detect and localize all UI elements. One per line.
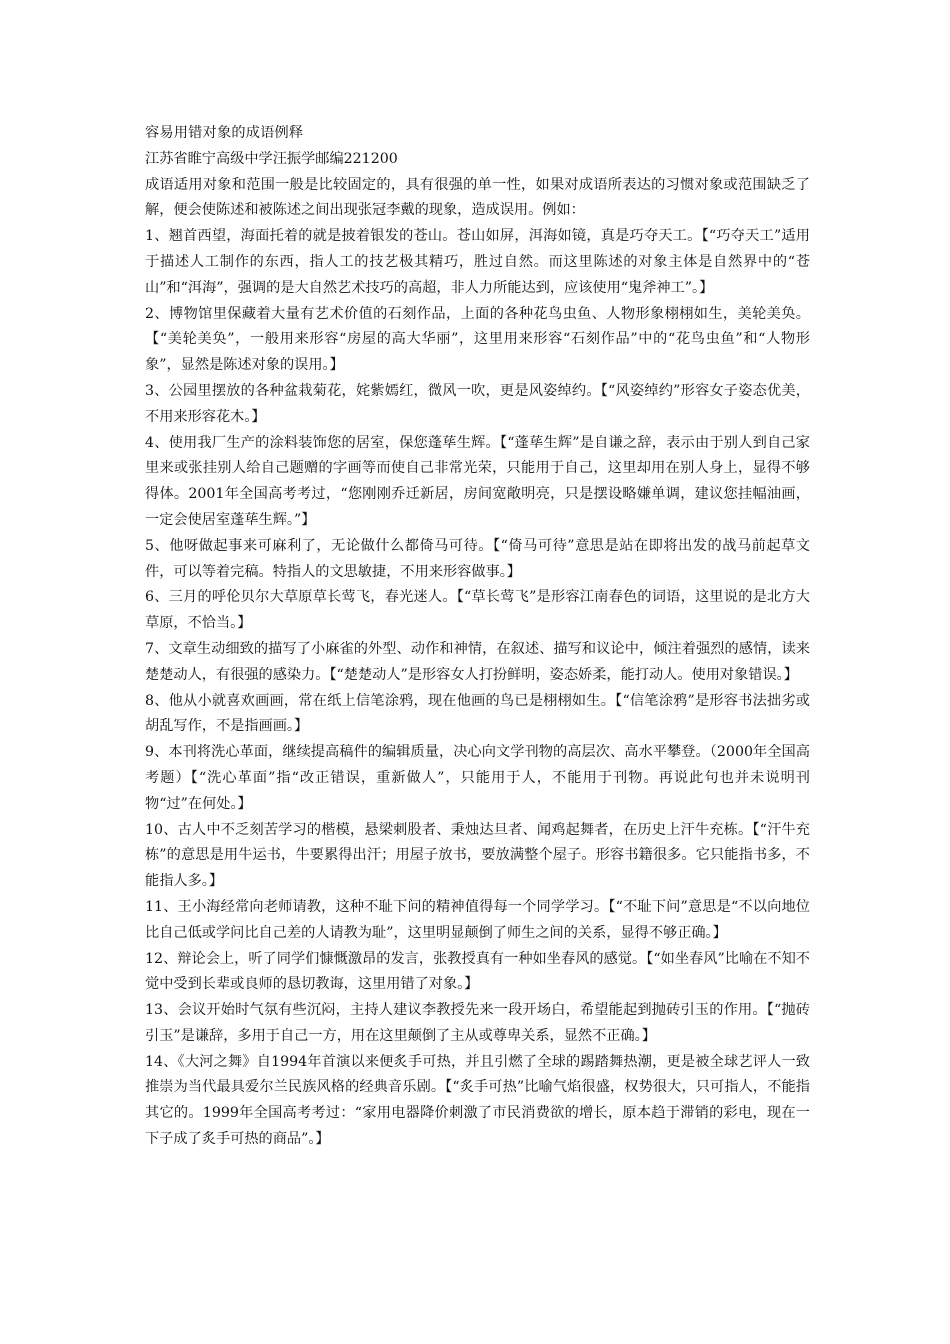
example-item-11: 11、王小海经常向老师请教，这种不耻下问的精神值得每一个同学学习。【“不耻下问”意思是“不以向地位比自己低或学问比自己差的人请教为耻”，这里明显颠倒了师生之间的关系，显得不够正确。】 — [145, 898, 810, 941]
example-item-3: 3、公园里摆放的各种盆栽菊花，姹紫嫣红，微风一吹，更是风姿绰约。【“风姿绰约”形容女子姿态优美，不用来形容花木。】 — [145, 382, 810, 425]
example-item-10: 10、古人中不乏刻苦学习的楷模，悬梁刺股者、秉烛达旦者、闻鸡起舞者，在历史上汗牛充栋。【“汗牛充栋”的意思是用牛运书，牛要累得出汗；用屋子放书，要放满整个屋子。形容书籍很多。它只能指书多，不能指人多。】 — [145, 821, 810, 890]
example-item-14: 14、《大河之舞》自1994年首演以来便炙手可热，并且引燃了全球的踢踏舞热潮，更是被全球艺评人一致推崇为当代最具爱尔兰民族风格的经典音乐剧。【“炙手可热”比喻气焰很盛，权势很大，只可指人，不能指其它的。1999年全国高考考过：“家用电器降价刺激了市民消费欲的增长，原本趋于滞销的彩电，现在一下子成了炙手可热的商品”。】 — [145, 1053, 810, 1148]
example-item-13: 13、会议开始时气氛有些沉闷，主持人建议李教授先来一段开场白，希望能起到抛砖引玉的作用。【“抛砖引玉”是谦辞，多用于自己一方，用在这里颠倒了主从或尊卑关系，显然不正确。】 — [145, 1002, 810, 1044]
author-line: 江苏省睢宁高级中学汪振学邮编221200 — [145, 150, 398, 167]
example-item-2: 2、博物馆里保藏着大量有艺术价值的石刻作品，上面的各种花鸟虫鱼、人物形象栩栩如生，美轮美奂。【“美轮美奂”，一般用来形容“房屋的高大华丽”，这里用来形容“石刻作品”中的“花鸟虫鱼”和“人物形象”，显然是陈述对象的误用。】 — [145, 305, 810, 374]
document-title: 容易用错对象的成语例释 — [145, 125, 304, 141]
example-item-8: 8、他从小就喜欢画画，常在纸上信笔涂鸦，现在他画的鸟已是栩栩如生。【“信笔涂鸦”是形容书法拙劣或胡乱写作，不是指画画。】 — [145, 692, 810, 735]
example-item-1: 1、翘首西望，海面托着的就是披着银发的苍山。苍山如屏，洱海如镜，真是巧夺天工。【“巧夺天工”适用于描述人工制作的东西，指人工的技艺极其精巧，胜过自然。而这里陈述的对象主体是自然界中的“苍山”和“洱海”，强调的是大自然艺术技巧的高超，非人力所能达到，应该使用“鬼斧神工”。】 — [145, 228, 810, 296]
intro-paragraph: 成语适用对象和范围一般是比较固定的，具有很强的单一性，如果对成语所表达的习惯对象或范围缺乏了解，便会使陈述和被陈述之间出现张冠李戴的现象，造成误用。例如： — [145, 176, 810, 219]
example-item-12: 12、辩论会上，听了同学们慷慨激昂的发言，张教授真有一种如坐春风的感觉。【“如坐春风”比喻在不知不觉中受到长辈或良师的恳切教诲，这里用错了对象。】 — [145, 950, 810, 993]
example-item-6: 6、三月的呼伦贝尔大草原草长莺飞，春光迷人。【“草长莺飞”是形容江南春色的词语，这里说的是北方大草原，不恰当。】 — [145, 589, 810, 632]
example-item-5: 5、他呀做起事来可麻利了，无论做什么都倚马可待。【“倚马可待”意思是站在即将出发的战马前起草文件，可以等着完稿。特指人的文思敏捷，不用来形容做事。】 — [145, 537, 810, 580]
example-item-7: 7、文章生动细致的描写了小麻雀的外型、动作和神情，在叙述、描写和议论中，倾注着强烈的感情，读来楚楚动人，有很强的感染力。【“楚楚动人”是形容女人打扮鲜明，姿态娇柔，能打动人。使用对象错误。】 — [145, 640, 810, 683]
example-item-9: 9、本刊将洗心革面，继续提高稿件的编辑质量，决心向文学刊物的高层次、高水平攀登。（2000年全国高考题）【“洗心革面”指“改正错误，重新做人”，只能用于人，不能用于刊物。再说此句也并未说明刊物“过”在何处。】 — [145, 744, 810, 812]
example-item-4: 4、使用我厂生产的涂料装饰您的居室，保您蓬荜生辉。【“蓬荜生辉”是自谦之辞，表示由于别人到自己家里来或张挂别人给自己题赠的字画等而使自己非常光荣，只能用于自己，这里却用在别人身上，显得不够得体。2001年全国高考考过，“您刚刚乔迁新居，房间宽敞明亮，只是摆设略嫌单调，建议您挂幅油画，一定会使居室蓬荜生辉。”】 — [145, 434, 810, 528]
document-page — [145, 121, 810, 1153]
